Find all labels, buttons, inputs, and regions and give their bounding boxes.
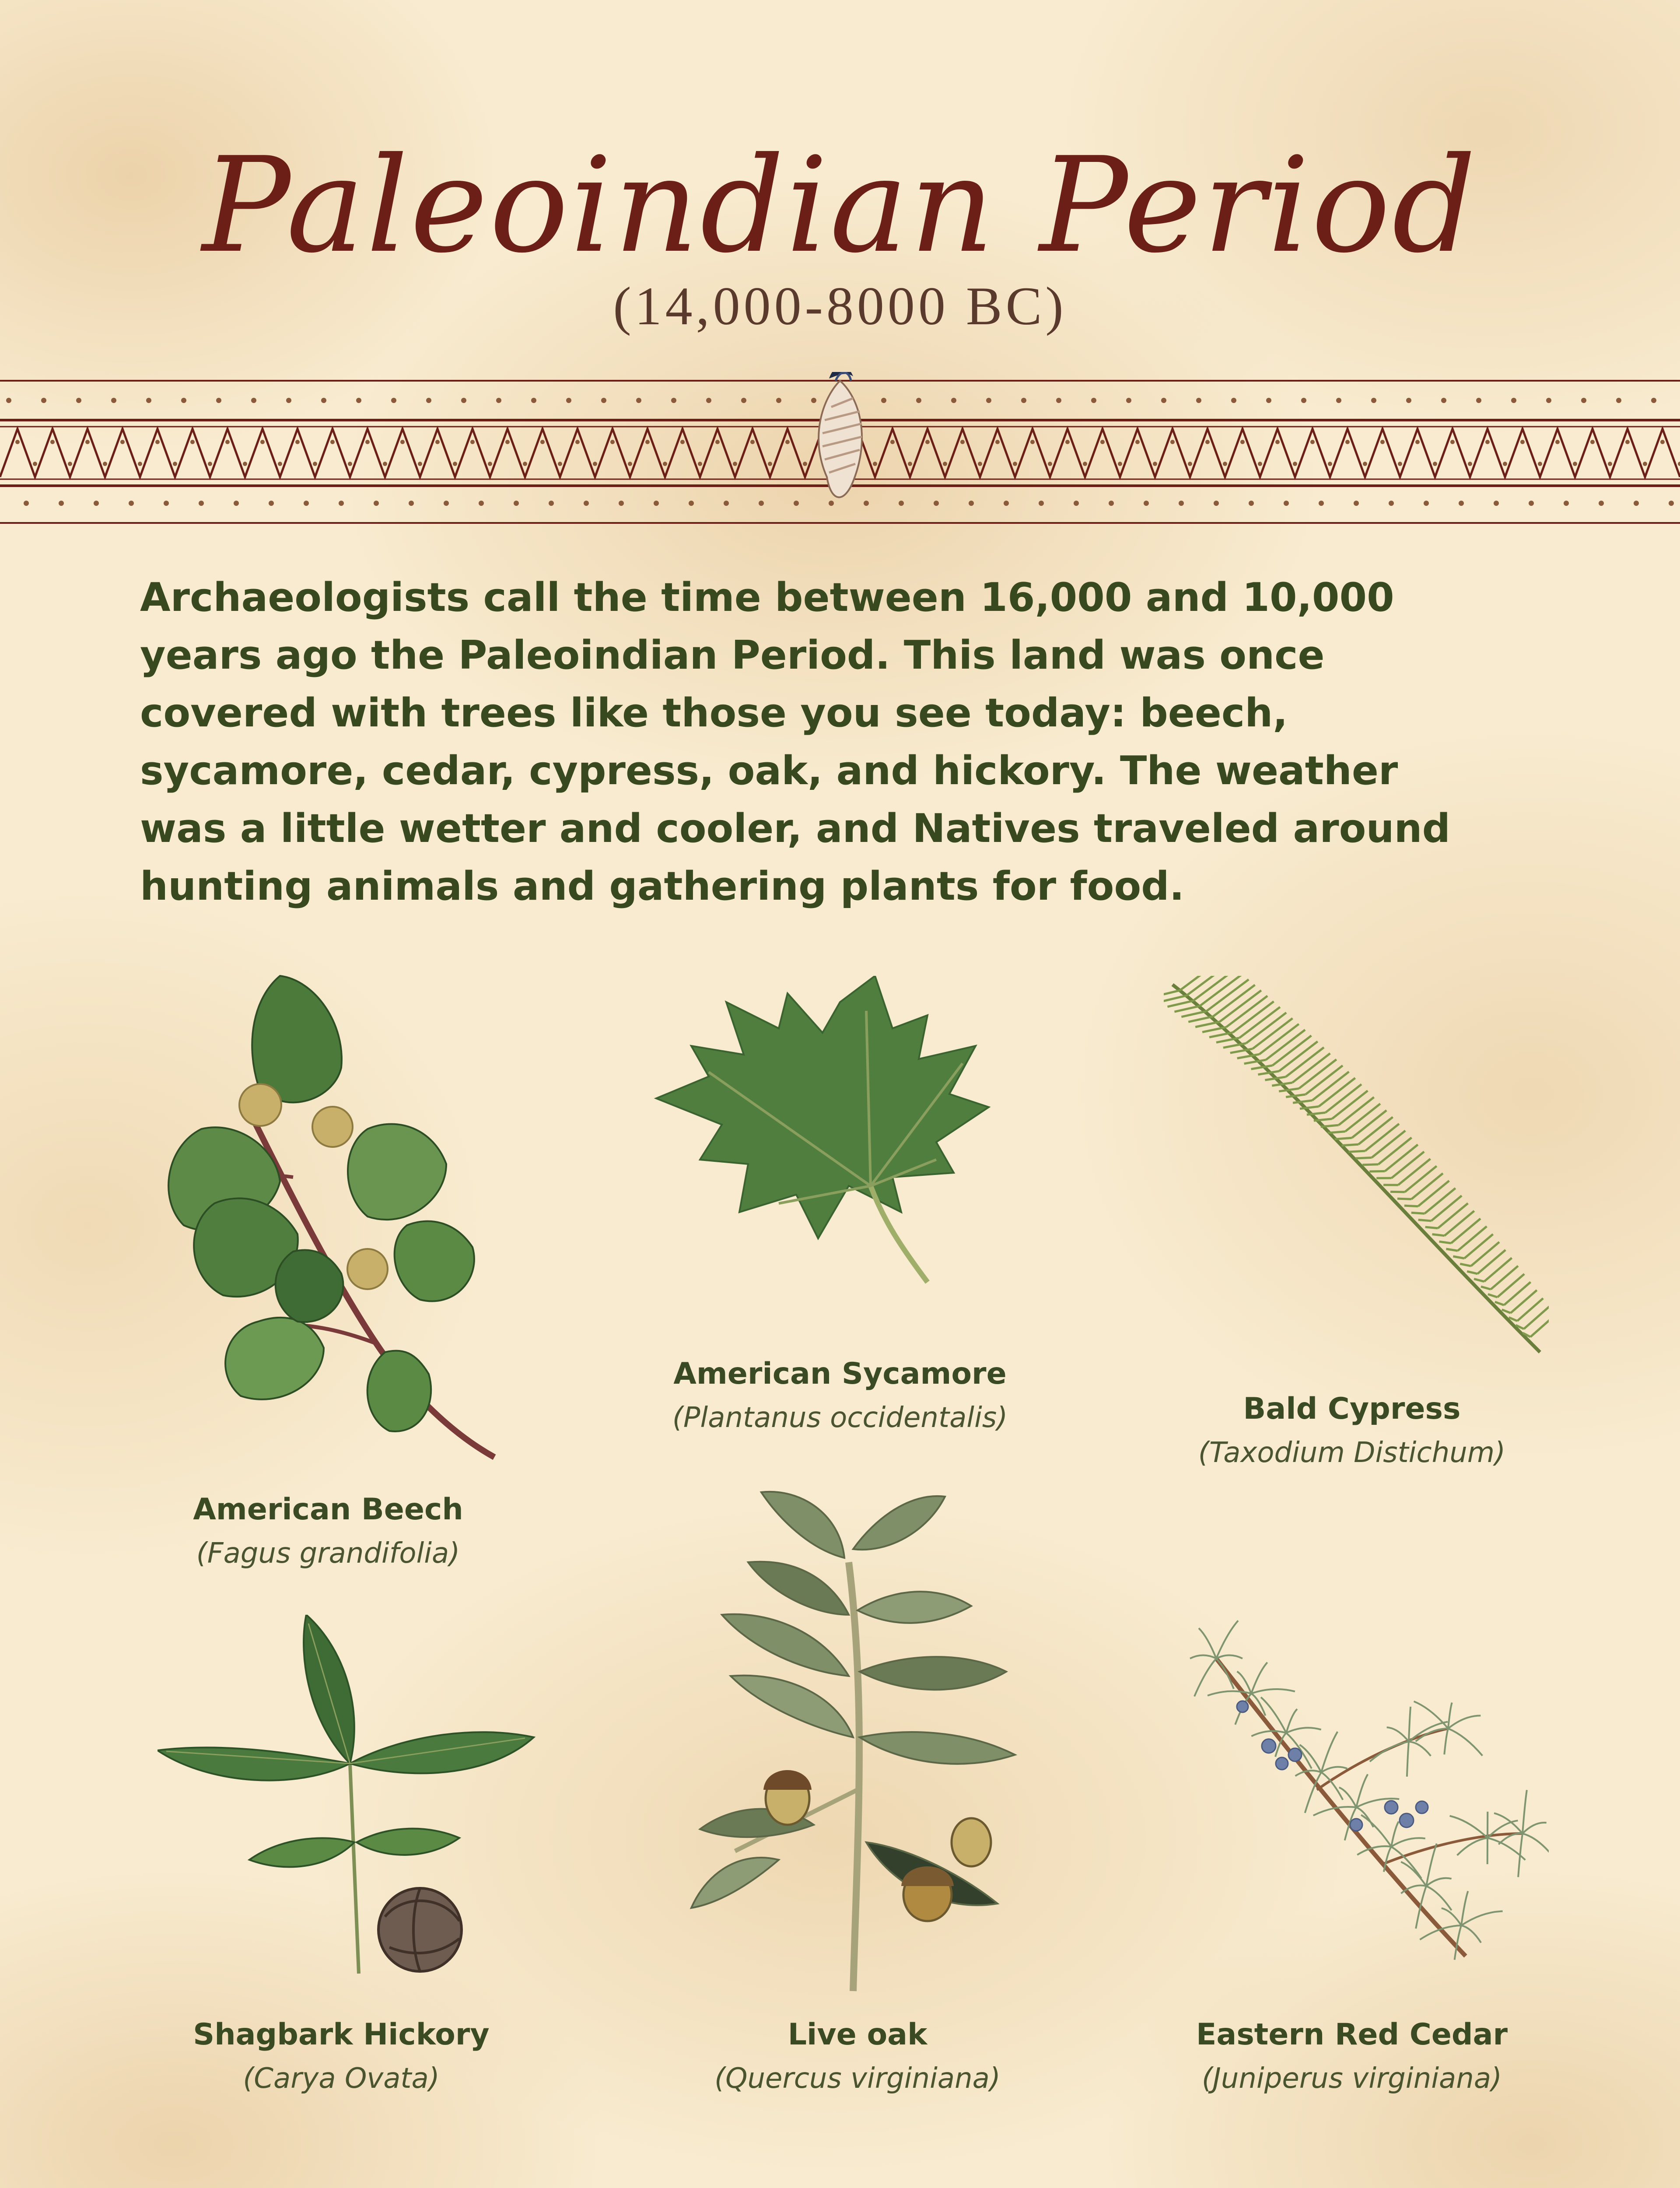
beech-branch-icon [149, 971, 525, 1462]
caption-bald-cypress [1111, 1387, 1592, 1475]
plant-latin-name: (Juniperus virginiana) [1202, 2062, 1502, 2095]
plant-common-name: Bald Cypress [1243, 1392, 1461, 1426]
hickory-leaf-icon [158, 1615, 542, 1982]
plant-latin-name: (Carya Ovata) [243, 2062, 440, 2095]
plant-common-name: Live oak [788, 2017, 928, 2052]
caption-eastern-red-cedar [1111, 2013, 1592, 2100]
caption-american-beech [88, 1488, 569, 1575]
sycamore-leaf-icon [648, 976, 1032, 1291]
plant-common-name: American Beech [193, 1492, 463, 1527]
hickory-nut-icon [378, 1888, 462, 1971]
red-cedar-branch-icon [1164, 1562, 1549, 1991]
caption-shagbark-hickory [101, 2013, 582, 2100]
plant-common-name: Shagbark Hickory [193, 2017, 490, 2052]
plant-latin-name: (Taxodium Distichum) [1198, 1437, 1506, 1469]
cypress-frond-icon [1164, 976, 1549, 1361]
plant-common-name: American Sycamore [673, 1357, 1007, 1391]
plant-latin-name: (Plantanus occidentalis) [672, 1402, 1008, 1434]
caption-live-oak [617, 2013, 1098, 2100]
live-oak-branch-icon [682, 1483, 1032, 1995]
caption-american-sycamore [599, 1352, 1081, 1440]
decorative-border-band [0, 372, 1680, 529]
page-subtitle: (14,000-8000 BC) [613, 276, 1067, 336]
spear-point-icon [819, 372, 862, 497]
intro-paragraph: Archaeologists call the time between 16,000 and 10,000 years ago the Paleoindian Period. This land was once covered with trees like those you see today: beech, sycamore, cedar, cypress, oak, and hickory. The weather was a little wetter and cooler, and Natives traveled around hunting animals and gathering plants for food. [140, 575, 1451, 909]
page-title: Paleoindian Period [202, 129, 1478, 282]
plant-latin-name: (Quercus virginiana) [714, 2062, 1001, 2095]
plant-common-name: Eastern Red Cedar [1196, 2017, 1508, 2052]
plant-latin-name: (Fagus grandifolia) [196, 1537, 460, 1570]
